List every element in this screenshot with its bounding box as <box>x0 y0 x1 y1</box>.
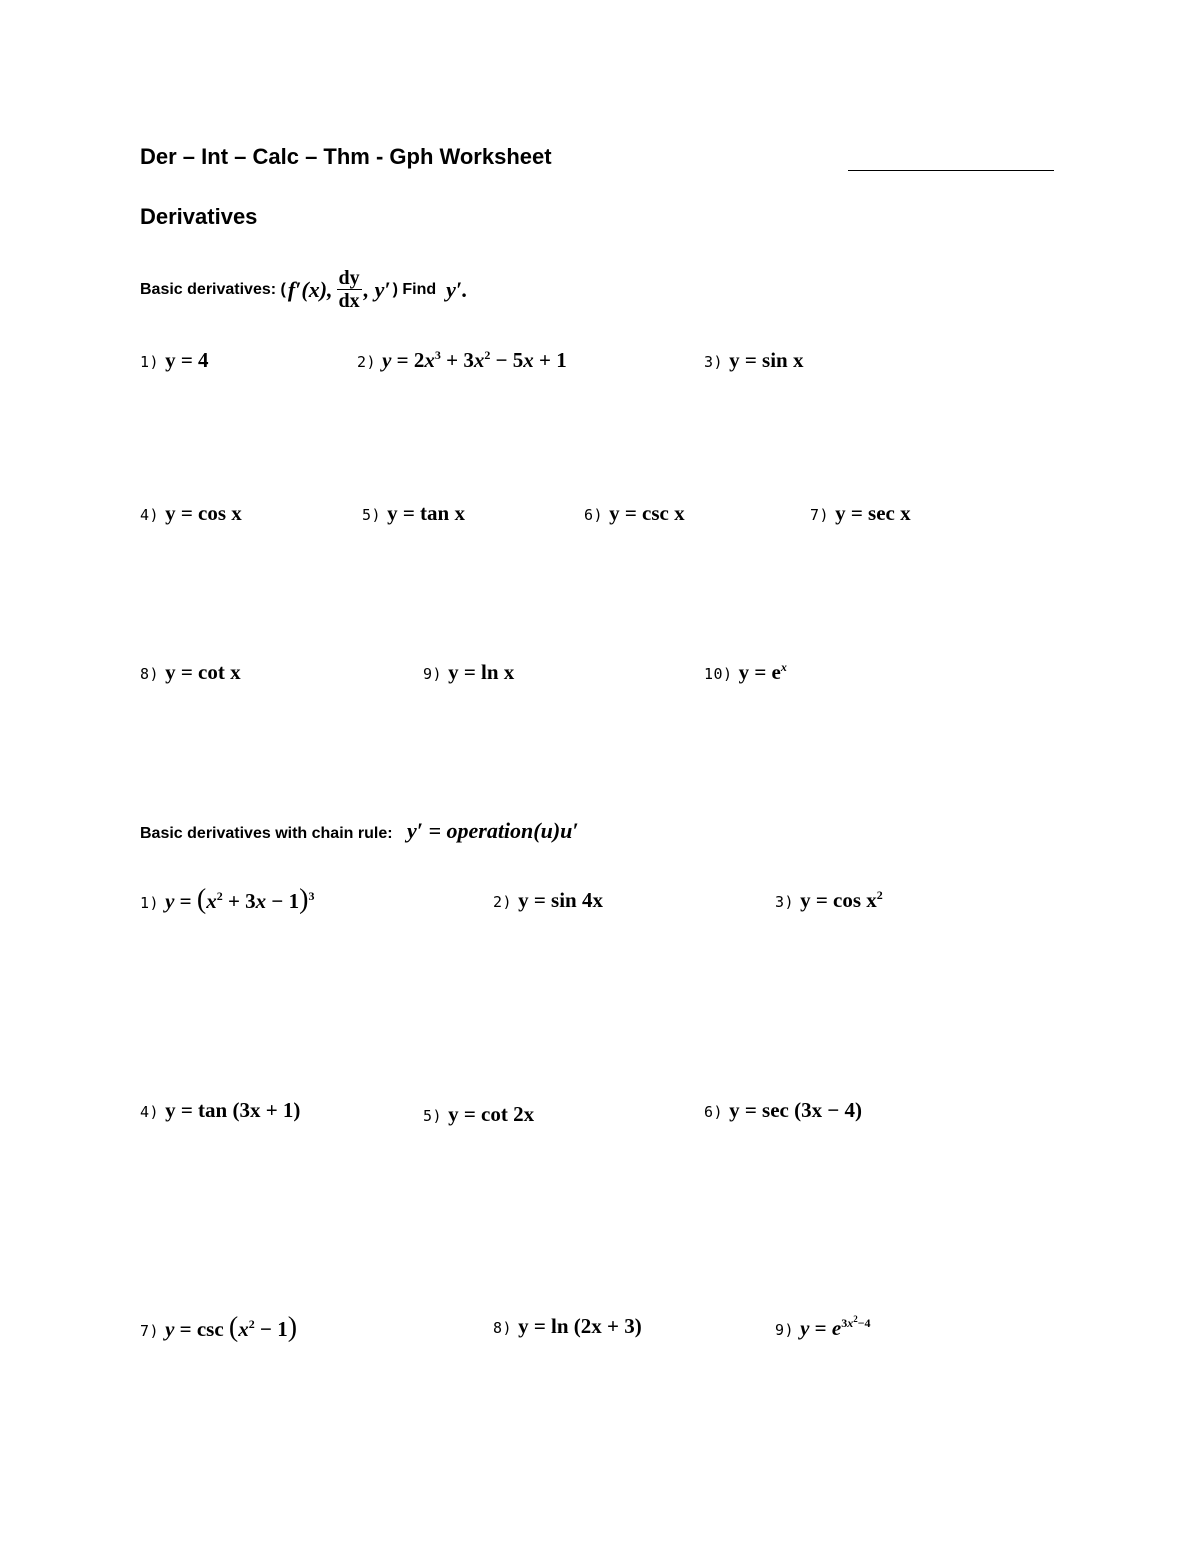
find-target: y′. <box>446 277 468 302</box>
basic-problem-1: 1) y = 4 <box>140 348 209 372</box>
basic-problem-9: 9) y = ln x <box>423 660 515 684</box>
section-heading-derivatives: Derivatives <box>140 204 258 229</box>
name-blank-line <box>848 170 1054 171</box>
basic-problem-8: 8) y = cot x <box>140 660 241 684</box>
basic-problem-2: 2) $y = 2x^3 + 3x^2 - 5x + 1$ <box>357 348 567 372</box>
basic-problem-7: 7) y = sec x <box>810 501 911 525</box>
problem-2-equation: $y = 2x^3 + 3x^2 - 5x + 1$ <box>382 348 567 372</box>
label-pre: Basic derivatives: ( <box>140 281 286 298</box>
chain-problem-9: 9) $y = e^{3x^2-4}$ <box>775 1314 871 1340</box>
chain-problem-6: 6) y = sec (3x − 4) <box>704 1098 863 1122</box>
label-post: ) Find <box>392 281 437 298</box>
basic-derivatives-label <box>140 262 468 318</box>
notation-yprime: , y′ <box>363 277 391 302</box>
chain-problem-5: 5) y = cot 2x <box>423 1102 535 1126</box>
basic-problem-4: 4) y = cos x <box>140 501 242 525</box>
notation-fprime: f′(x), <box>287 277 333 302</box>
chain-problem-2: 2) y = sin 4x <box>493 888 603 912</box>
chain-problem-3: 3) $y = \cos x^2$ <box>775 888 883 912</box>
chain-rule-label: Basic derivatives with chain rule: y′ = operation(u)u′ <box>140 818 579 843</box>
basic-problem-6: 6) y = csc x <box>584 501 685 525</box>
basic-problem-3: 3) y = sin x <box>704 348 804 372</box>
chain-problem-4: 4) y = tan (3x + 1) <box>140 1098 301 1122</box>
worksheet-title: Der – Int – Calc – Thm - Gph Worksheet <box>140 144 552 169</box>
chain-problem-7: 7) $y = \csc (x^2 - 1)$ <box>140 1312 298 1343</box>
chain-rule-formula: y′ = operation(u)u′ <box>407 818 579 843</box>
basic-problem-5: 5) y = tan x <box>362 501 465 525</box>
basic-problem-10: 10) $y = e^x$ <box>704 660 787 684</box>
chain-problem-8: 8) y = ln (2x + 3) <box>493 1314 642 1338</box>
chain-problem-1: 1) $y = (x^2 + 3x - 1)^3$ <box>140 884 315 915</box>
notation-dydx: $\frac{dy}{dx}$ <box>338 267 360 312</box>
